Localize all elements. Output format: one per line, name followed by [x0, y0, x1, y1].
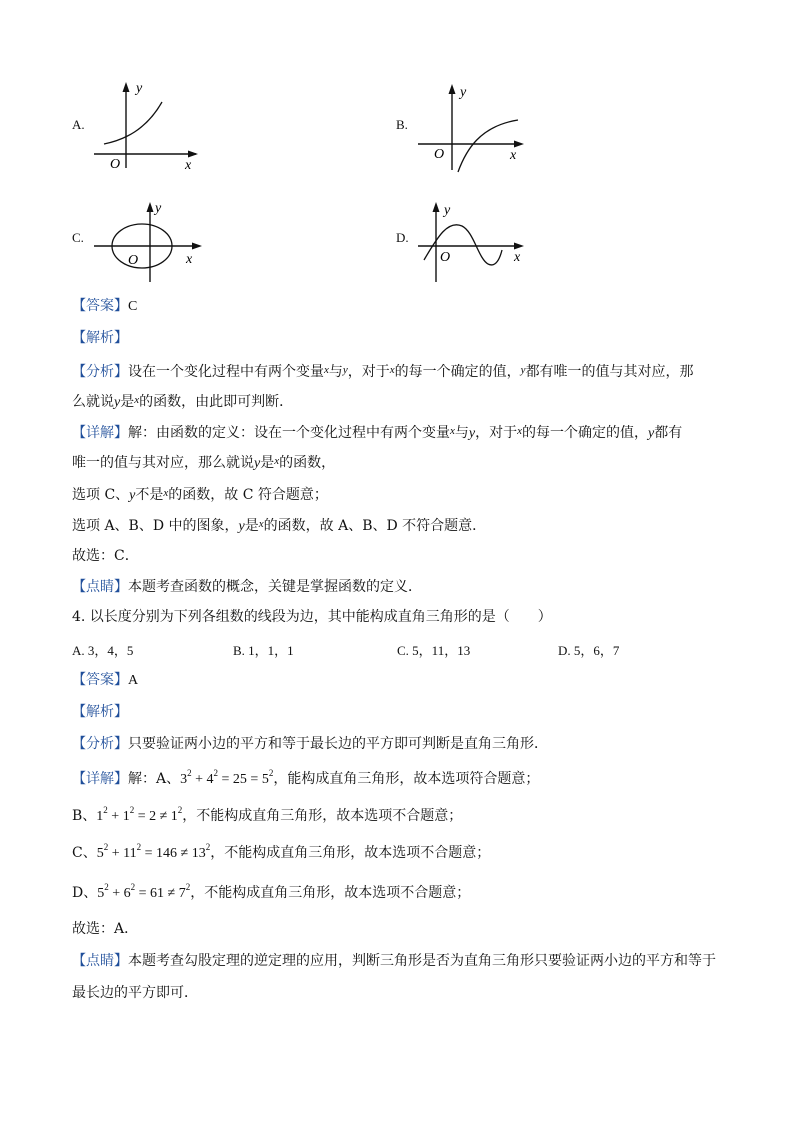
- text-run: 不是: [135, 487, 164, 503]
- q4-analysis-tag: [72, 702, 128, 722]
- var-y: y: [254, 456, 261, 471]
- q3-xiangjie-line-3: [72, 483, 328, 506]
- text-run: 与: [328, 364, 343, 380]
- text-run: ，对于: [475, 425, 518, 441]
- text-run: 的函数，: [279, 455, 336, 471]
- dianjing-tag: 【点睛】: [72, 579, 128, 595]
- analysis-tag: 【解析】: [72, 704, 128, 720]
- q4-dianjing-line-1: [72, 951, 716, 971]
- text-run: 设在一个变化过程中有两个变量: [128, 364, 324, 380]
- text-run: 唯一的值与其对应，那么就说: [72, 455, 254, 471]
- text-run: 都有: [654, 425, 683, 441]
- q3-fenxi-line-2: [72, 390, 293, 413]
- var-x: x: [163, 487, 169, 499]
- option-a-letter: A.: [72, 117, 85, 132]
- text-run: B、: [72, 808, 97, 824]
- graph-c-y-label: y: [155, 201, 162, 216]
- text-run: 是: [244, 518, 259, 534]
- var-y: y: [129, 488, 136, 503]
- text-run: 本题考查函数的概念，关键是掌握函数的定义．: [128, 579, 422, 595]
- graph-d: [414, 198, 534, 288]
- text-run: 与: [454, 425, 469, 441]
- q3-xiangjie-line-2: [72, 451, 335, 474]
- q4-choice-d: D. 5，6，7: [558, 643, 620, 658]
- text-run: 本题考查勾股定理的逆定理的应用，判断三角形是否为直角三角形只要验证两小边的平方和等于: [128, 953, 716, 969]
- graph-b: [414, 80, 534, 180]
- var-y: y: [114, 395, 121, 410]
- choose-text: 故选：C．: [72, 548, 139, 564]
- text-run: ，对于: [347, 364, 390, 380]
- text-run: 解：A、: [128, 771, 181, 787]
- equation-c: $5^2 + 11^2 = 146 \ne 13^2$: [96, 842, 211, 861]
- text-run: D、: [72, 885, 98, 901]
- q3-fenxi-line-1: [72, 360, 694, 382]
- q3-xiangjie-line-4: [72, 514, 486, 537]
- var-x: x: [450, 425, 455, 437]
- text-run: 解：由函数的定义：设在一个变化过程中有两个变量: [128, 425, 450, 441]
- q4-xiangjie-d: [72, 883, 470, 904]
- text-run: 的每一个确定的值，: [522, 425, 648, 441]
- var-x: x: [517, 425, 522, 437]
- graph-d-origin-label: O: [440, 250, 451, 265]
- text-run: 么就说: [72, 394, 114, 410]
- option-b-letter: B.: [396, 117, 408, 132]
- q4-answer-line: [72, 670, 138, 691]
- q4-choice-b: B. 1，1，1: [233, 643, 294, 658]
- q4-choice-c: C. 5，11，13: [397, 643, 471, 658]
- var-y: y: [342, 364, 348, 376]
- text-run: 的每一个确定的值，: [394, 364, 521, 380]
- q4-stem: [72, 607, 552, 627]
- answer-value: A: [128, 673, 139, 688]
- equation-b: $1^2 + 1^2 = 2 \ne 1^2$: [96, 805, 183, 824]
- text-run: ，不能构成直角三角形，故本选项不合题意；: [182, 808, 463, 824]
- var-x: x: [258, 518, 264, 530]
- graph-a-origin-label: O: [110, 157, 121, 172]
- q3-dianjing-line: [72, 577, 422, 597]
- answer-value: C: [128, 299, 138, 314]
- graph-a: [90, 76, 210, 176]
- graph-d-x-label: x: [514, 250, 521, 265]
- var-x: x: [134, 394, 140, 406]
- q4-dianjing-line-2: [72, 983, 198, 1003]
- graph-c-origin-label: O: [128, 253, 139, 268]
- answer-tag: 【答案】: [72, 672, 128, 688]
- option-c-letter: C.: [72, 230, 84, 245]
- var-y: y: [520, 364, 526, 376]
- graph-a-y-label: y: [136, 81, 143, 96]
- text-run: 选项 C、: [72, 487, 130, 503]
- graph-b-origin-label: O: [434, 147, 445, 162]
- graph-c-x-label: x: [186, 252, 193, 267]
- var-x: x: [274, 455, 280, 467]
- text-run: 是: [120, 394, 135, 410]
- fenxi-tag: 【分析】: [72, 736, 128, 752]
- option-d-letter: D.: [396, 230, 409, 245]
- q3-choose-line: [72, 546, 139, 566]
- q3-xiangjie-line-1: [72, 421, 682, 444]
- graph-d-y-label: y: [444, 203, 451, 218]
- text-run: 选项 A、B、D 中的图象，: [72, 518, 239, 534]
- text-run: 最长边的平方即可．: [72, 985, 198, 1001]
- text-run: 是: [260, 455, 275, 471]
- text-run: 只要验证两小边的平方和等于最长边的平方即可判断是直角三角形．: [128, 736, 548, 752]
- q4-choice-a: A. 3，4，5: [72, 643, 134, 658]
- text-run: 都有唯一的值与其对应，那: [525, 364, 694, 380]
- graph-b-y-label: y: [460, 85, 467, 100]
- text-run: C、: [72, 845, 97, 861]
- q4-fenxi-line: [72, 734, 548, 754]
- dianjing-tag: 【点睛】: [72, 953, 128, 969]
- xiangjie-tag: 【详解】: [72, 771, 128, 787]
- var-x: x: [389, 364, 395, 376]
- graph-a-x-label: x: [185, 158, 192, 173]
- graph-b-x-label: x: [510, 148, 517, 163]
- analysis-tag: 【解析】: [72, 330, 128, 346]
- var-y: y: [238, 519, 245, 534]
- text-run: 的函数，由此即可判断．: [139, 394, 294, 410]
- equation-d: $5^2 + 6^2 = 61 \ne 7^2$: [97, 882, 191, 901]
- answer-tag: 【答案】: [72, 298, 128, 314]
- text-run: 的函数，故 A、B、D 不符合题意．: [263, 518, 487, 534]
- q4-xiangjie-a: [72, 769, 539, 790]
- text-run: 的函数，故 C 符合题意；: [168, 487, 328, 503]
- text-run: ，不能构成直角三角形，故本选项不合题意；: [210, 845, 491, 861]
- equation-a: $3^2 + 4^2 = 25 = 5^2$: [180, 768, 274, 787]
- q4-choose-line: [72, 919, 138, 939]
- q4-xiangjie-b: [72, 806, 462, 827]
- var-y: y: [468, 426, 476, 441]
- var-x: x: [324, 364, 329, 376]
- graph-c: [90, 196, 210, 296]
- q3-answer-line: [72, 296, 137, 317]
- var-y: y: [648, 426, 655, 441]
- xiangjie-tag: 【详解】: [72, 425, 128, 441]
- choose-text: 故选：A．: [72, 921, 139, 937]
- question-stem: 4. 以长度分别为下列各组数的线段为边，其中能构成直角三角形的是（ ）: [72, 609, 552, 625]
- fenxi-tag: 【分析】: [72, 364, 128, 380]
- text-run: ，能构成直角三角形，故本选项符合题意；: [273, 771, 540, 787]
- text-run: ，不能构成直角三角形，故本选项不合题意；: [190, 885, 471, 901]
- q4-xiangjie-c: [72, 843, 490, 864]
- q3-analysis-tag: [72, 328, 128, 348]
